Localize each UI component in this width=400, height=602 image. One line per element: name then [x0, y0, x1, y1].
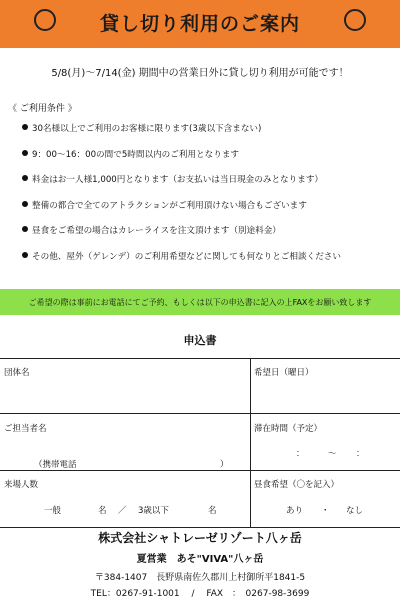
- circle-right-icon: [344, 9, 366, 31]
- bullet-icon: [22, 201, 28, 207]
- bullet-icon: [22, 175, 28, 181]
- bullet-icon: [22, 252, 28, 258]
- lunch-separator: ・: [321, 506, 330, 516]
- general-count-field[interactable]: [66, 501, 96, 515]
- company-address: 〒384-1407 長野県南佐久郡川上村御所平1841-5: [94, 573, 306, 583]
- circle-left-icon: [34, 9, 56, 31]
- form-title: 申込書: [183, 334, 217, 347]
- reservation-notice: ご希望の際は事前にお電話にてご予約、もしくは以下の申込書に記入の上FAXをお願い致します: [0, 289, 400, 315]
- company-name: 株式会社シャトレーゼリゾート八ヶ岳: [98, 531, 302, 545]
- under3-label: 3歳以下: [138, 506, 169, 516]
- bullet-icon: [22, 150, 28, 156]
- lunch-label: 昼食希望（〇を記入）: [254, 480, 340, 490]
- stay-time-tilde: 〜: [328, 449, 337, 459]
- form-divider: [250, 359, 251, 527]
- conditions-title: 《 ご利用条件 》: [8, 104, 77, 114]
- contact-field[interactable]: [4, 435, 248, 455]
- mobile-field[interactable]: [90, 456, 218, 469]
- lunch-yes-option[interactable]: あり: [286, 506, 304, 516]
- page-title: 貸し切り利用のご案内: [99, 12, 300, 35]
- stay-time-label: 滞在時間（予定）: [254, 424, 323, 434]
- bullet-icon: [22, 124, 28, 130]
- stay-time-colon: ：: [356, 449, 365, 459]
- form-divider: [0, 413, 400, 414]
- header-banner: [0, 0, 400, 48]
- desired-date-label: 希望日（曜日）: [254, 368, 314, 378]
- under3-count-field[interactable]: [175, 501, 205, 515]
- condition-item: 昼食をご希望の場合はカレーライスを注文頂けます（別途料金）: [22, 224, 341, 250]
- mobile-label: （携帯電話: [34, 460, 77, 470]
- contact-label: ご担当者名: [4, 424, 47, 434]
- condition-item: 30名様以上でご利用のお客様に限ります(3歳以下含まない): [22, 122, 341, 148]
- group-name-label: 団体名: [4, 368, 30, 378]
- group-name-field[interactable]: [4, 379, 248, 411]
- desired-date-field[interactable]: [254, 379, 396, 411]
- form-divider: [0, 470, 400, 471]
- condition-item: 整備の都合で全てのアトラクションがご利用頂けない場合もございます: [22, 199, 341, 225]
- general-label: 一般: [44, 506, 62, 516]
- condition-item: その他、屋外（ゲレンデ）のご利用希望などに関しても何なりとご相談ください: [22, 250, 341, 276]
- summer-business-name: 夏営業 あそ"VIVA"八ヶ岳: [136, 554, 264, 565]
- unit-people: 名: [98, 506, 107, 516]
- condition-item: 9：00〜16：00の間で5時間以内のご利用となります: [22, 148, 341, 174]
- conditions-list: [22, 122, 341, 275]
- mobile-close: ）: [220, 460, 229, 470]
- condition-item: 料金はお一人様1,000円となります（お支払いは当日現金のみとなります）: [22, 173, 341, 199]
- period-notice: 5/8(月)〜7/14(金) 期間中の営業日外に貸し切り利用が可能です！: [51, 68, 349, 79]
- tel-fax: TEL：0267-91-1001 / FAX ： 0267-98-3699: [90, 589, 310, 599]
- unit-people: 名: [208, 506, 217, 516]
- lunch-no-option[interactable]: なし: [346, 506, 364, 516]
- stay-time-colon: ：: [296, 449, 305, 459]
- slash-separator: ／: [118, 506, 127, 516]
- visitors-label: 来場人数: [4, 480, 39, 490]
- bullet-icon: [22, 226, 28, 232]
- application-form: [0, 358, 400, 528]
